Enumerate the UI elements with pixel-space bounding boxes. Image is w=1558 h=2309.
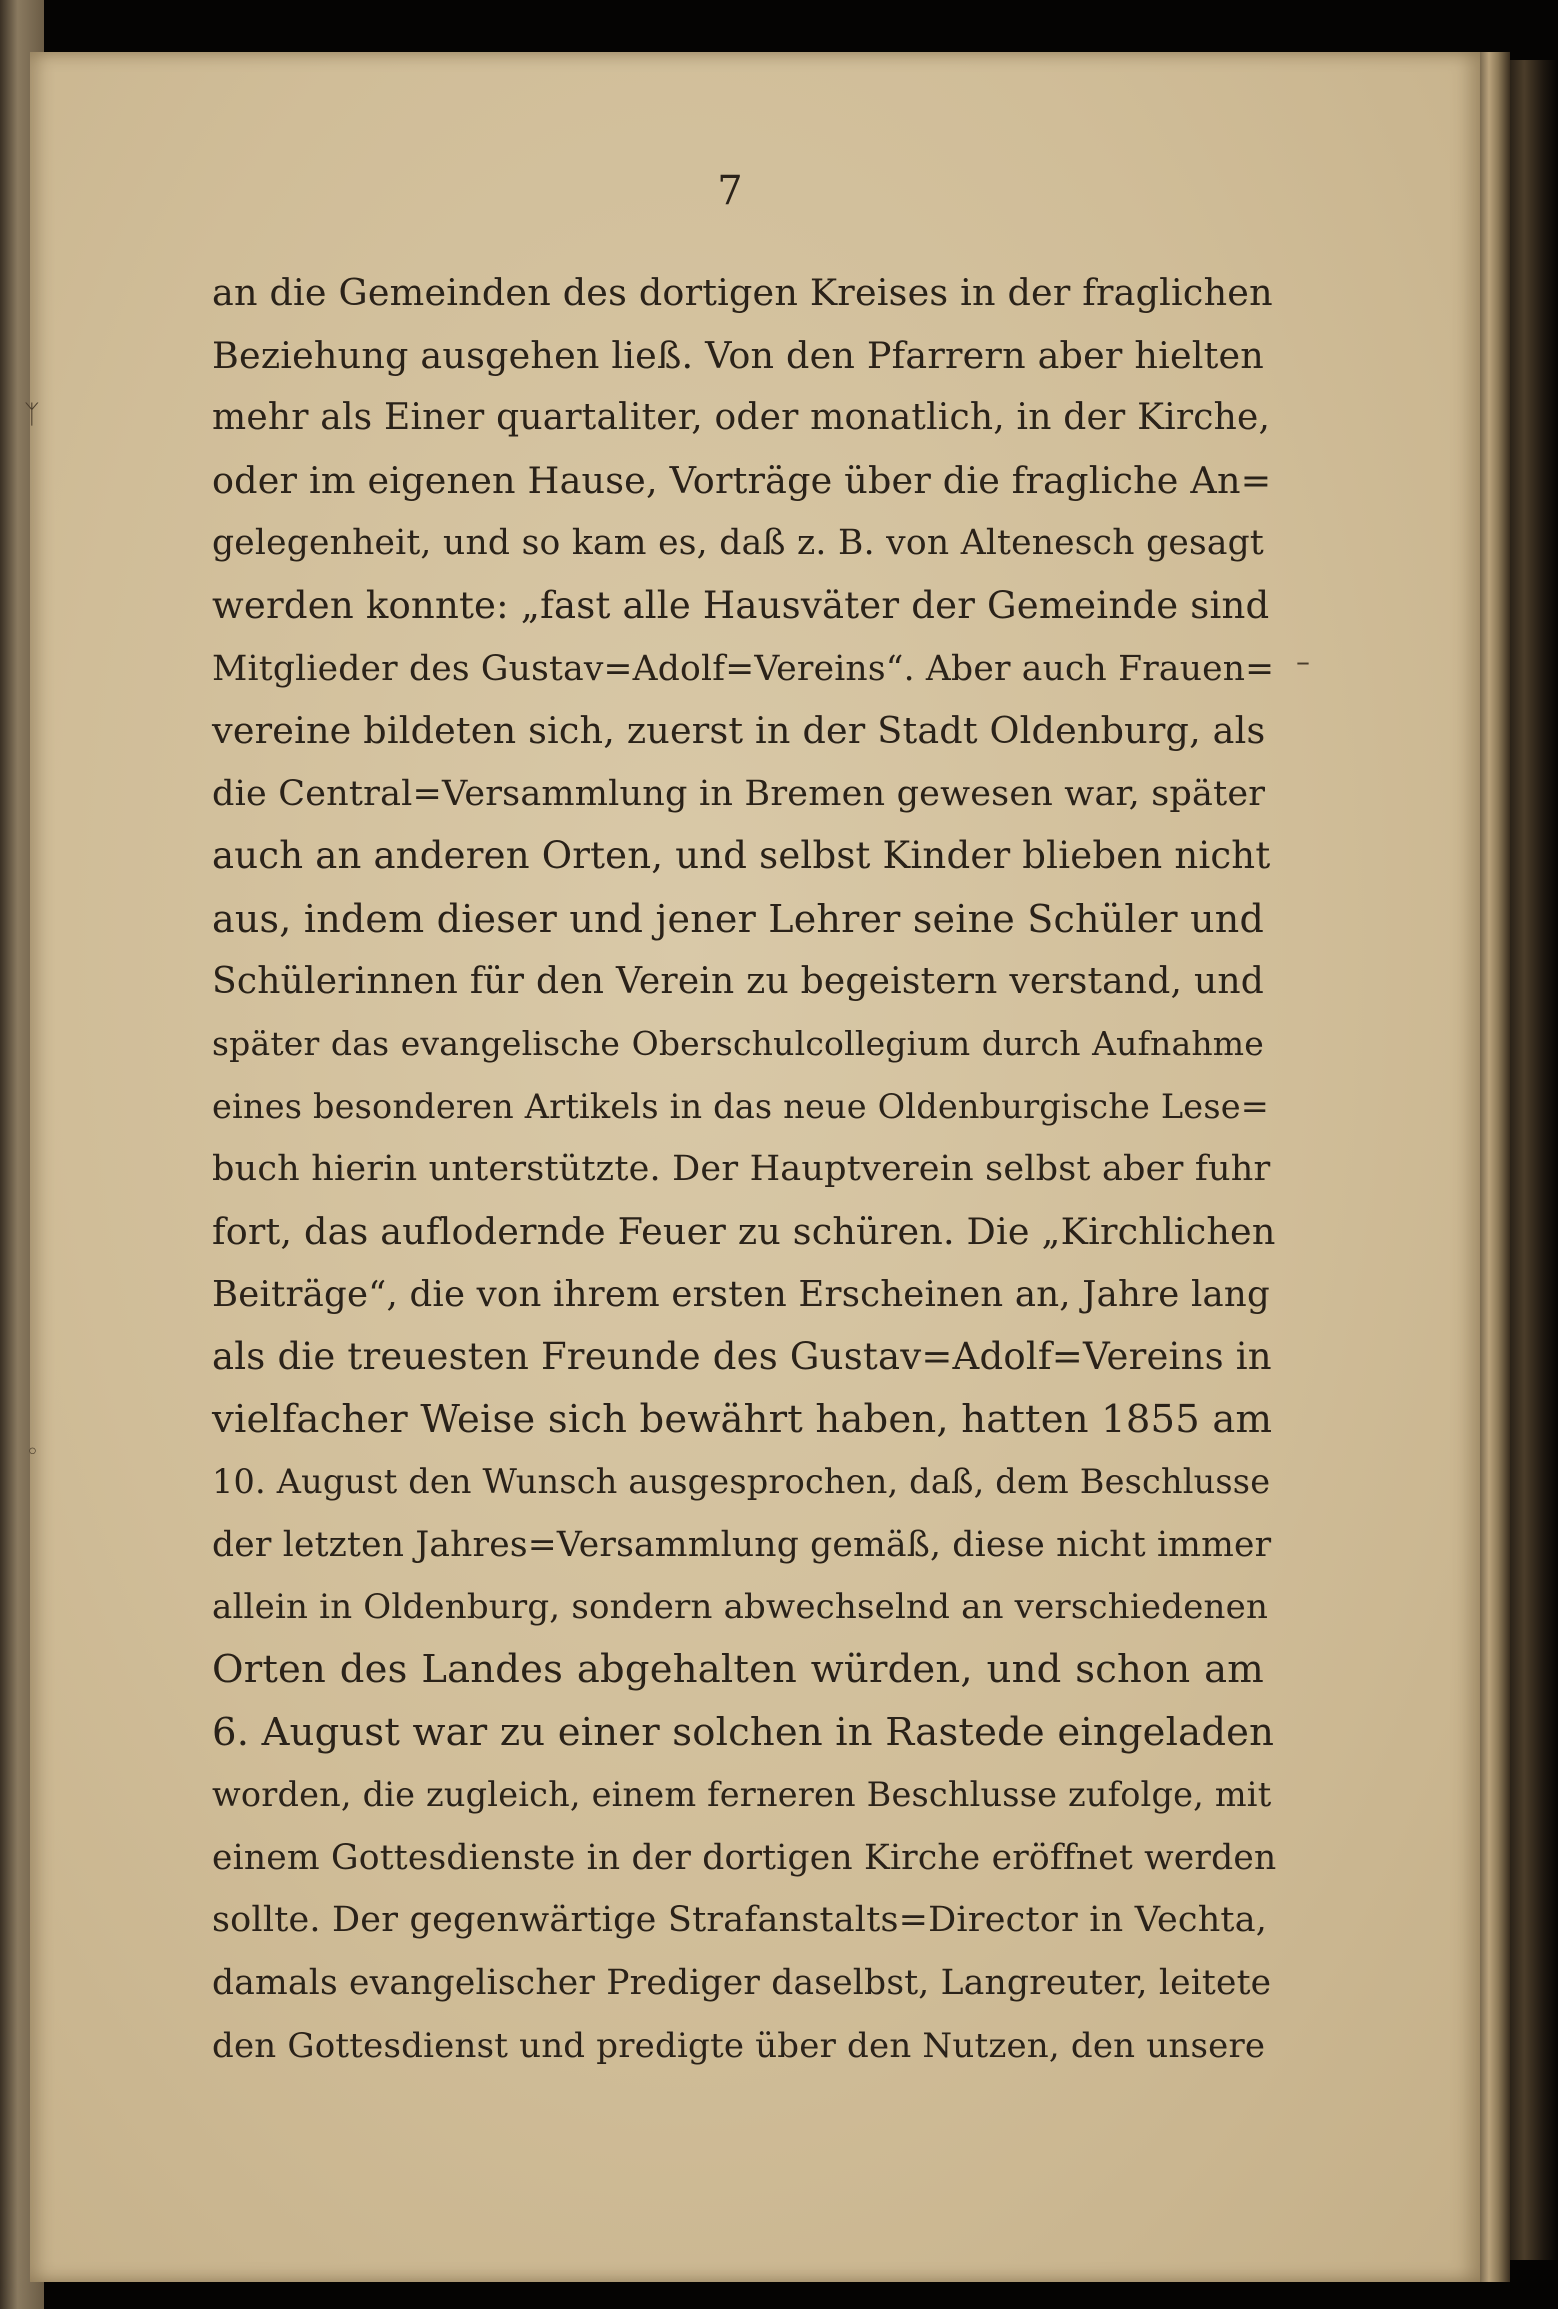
page-number: 7 — [717, 168, 743, 214]
text-line: Beiträge“, die von ihrem ersten Erscheinen an, Jahre lang — [212, 1273, 1270, 1315]
body-text — [212, 262, 1277, 2077]
text-line: damals evangelischer Prediger daselbst, Langreuter, leitete — [212, 1963, 1272, 2004]
text-line: vielfacher Weise sich bewährt haben, hatten 1855 am — [212, 1396, 1273, 1442]
text-line: Beziehung ausgehen ließ. Von den Pfarrern aber hielten — [212, 333, 1264, 377]
text-line: Mitglieder des Gustav=Adolf=Vereins“. Aber auch Frauen= — [212, 648, 1275, 689]
text-line: als die treuesten Freunde des Gustav=Adolf=Vereins in — [212, 1335, 1272, 1379]
text-line: 10. August den Wunsch ausgesprochen, daß, dem Beschlusse — [212, 1462, 1271, 1502]
margin-mark-icon: ᛉ — [24, 400, 40, 430]
text-line: später das evangelische Oberschulcollegium durch Aufnahme — [212, 1024, 1264, 1064]
text-line: mehr als Einer quartaliter, oder monatlich, in der Kirche, — [212, 397, 1271, 439]
page-edge — [1480, 52, 1510, 2282]
text-line: sollte. Der gegenwärtige Strafanstalts=Director in Vechta, — [212, 1900, 1268, 1941]
text-line: eines besonderen Artikels in das neue Oldenburgische Lese= — [212, 1086, 1270, 1126]
text-line: worden, die zugleich, einem ferneren Beschlusse zufolge, mit — [212, 1775, 1272, 1815]
margin-dash: – — [1296, 645, 1310, 678]
text-line: Schülerinnen für den Verein zu begeistern verstand, und — [212, 960, 1264, 1002]
text-line: werden konnte: „fast alle Hausväter der Gemeinde sind — [212, 583, 1270, 627]
text-line: den Gottesdienst und predigte über den Nutzen, den unsere — [212, 2025, 1266, 2066]
text-line: vereine bildeten sich, zuerst in der Stadt Oldenburg, als — [212, 709, 1266, 753]
text-line: 6. August war zu einer solchen in Rastede eingeladen — [212, 1709, 1275, 1755]
text-line: auch an anderen Orten, und selbst Kinder blieben nicht — [212, 834, 1271, 878]
text-line: die Central=Versammlung in Bremen gewesen war, später — [212, 773, 1266, 814]
text-line: Orten des Landes abgehalten würden, und schon am — [212, 1647, 1264, 1693]
text-line: allein in Oldenburg, sondern abwechselnd an verschiedenen — [212, 1587, 1269, 1628]
text-line: gelegenheit, und so kam es, daß z. B. von Altenesch gesagt — [212, 523, 1264, 564]
text-line: einem Gottesdienste in der dortigen Kirche eröffnet werden — [212, 1837, 1277, 1878]
book-spine — [1510, 60, 1558, 2260]
text-line: der letzten Jahres=Versammlung gemäß, diese nicht immer — [212, 1524, 1272, 1565]
text-line: an die Gemeinden des dortigen Kreises in der fraglichen — [212, 271, 1273, 314]
text-line: fort, das auflodernde Feuer zu schüren. Die „Kirchlichen — [212, 1209, 1276, 1253]
text-line: oder im eigenen Hause, Vorträge über die fragliche An= — [212, 458, 1272, 502]
text-line: buch hierin unterstützte. Der Hauptverein selbst aber fuhr — [212, 1149, 1271, 1190]
text-line: aus, indem dieser und jener Lehrer seine Schüler und — [212, 896, 1264, 941]
margin-mark-icon: ◦ — [26, 1440, 39, 1465]
